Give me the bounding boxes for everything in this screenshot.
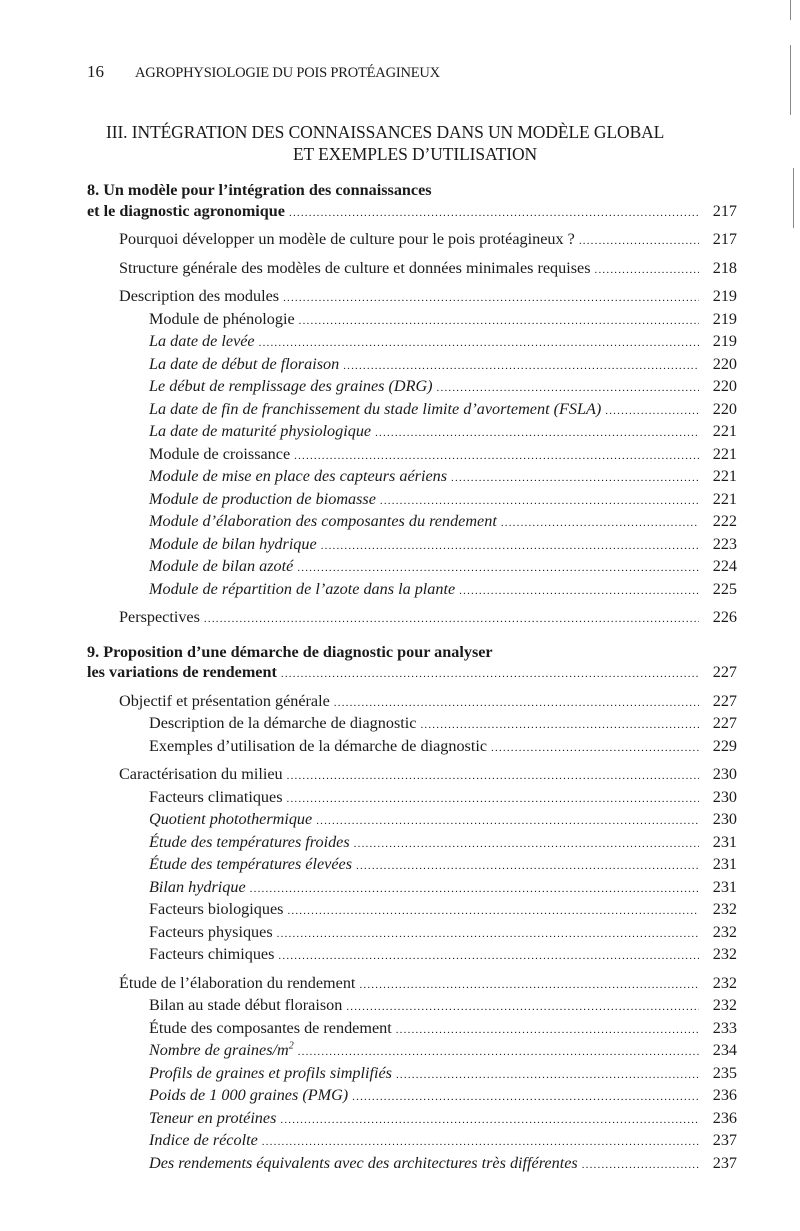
entry-label-text: Module de mise en place des capteurs aériens <box>149 467 448 485</box>
page-number: 16 <box>87 62 104 81</box>
dot-leader <box>352 1087 699 1108</box>
entry-label <box>149 922 273 943</box>
dot-leader <box>278 946 699 967</box>
entry-label-text: La date de fin de franchissement du stade limite d’avortement (FSLA) <box>149 399 602 418</box>
toc-section-entry[interactable] <box>87 973 737 996</box>
toc-subsection-entry[interactable] <box>87 444 737 467</box>
dot-leader <box>579 231 699 252</box>
entry-label <box>149 713 416 734</box>
page-ref: 220 <box>712 399 737 418</box>
toc-subsection-entry[interactable] <box>87 331 737 354</box>
dot-leader <box>297 558 699 579</box>
toc-subsection-entry[interactable] <box>87 922 737 945</box>
entry-label-text: Profils de graines et profils simplifiés <box>149 1063 392 1082</box>
entry-label <box>149 1130 258 1151</box>
toc-subsection-entry[interactable] <box>87 854 737 877</box>
page-ref: 230 <box>712 787 737 806</box>
entry-label-text: Description de la démarche de diagnostic <box>149 714 417 732</box>
page-ref: 217 <box>712 201 737 220</box>
toc-subsection-entry[interactable] <box>87 399 737 422</box>
page-ref: 231 <box>712 877 737 896</box>
page-ref: 221 <box>712 422 737 440</box>
toc-section-entry[interactable] <box>87 607 737 630</box>
toc-subsection-entry[interactable] <box>87 1153 737 1176</box>
page-ref: 237 <box>712 1153 737 1172</box>
entry-label <box>149 995 342 1016</box>
toc-subsection-entry[interactable] <box>87 354 737 377</box>
entry-label-text: La date de début de floraison <box>149 354 340 373</box>
toc-chapter-entry[interactable] <box>87 201 737 224</box>
dot-leader <box>287 901 699 922</box>
dot-leader <box>356 856 699 877</box>
dot-leader <box>280 1110 699 1131</box>
entry-label-text: Module de croissance <box>149 444 291 463</box>
dot-leader <box>491 738 699 759</box>
dot-leader <box>287 789 699 810</box>
page-ref: 236 <box>712 1108 737 1127</box>
entry-label-text: Nombre de graines/m <box>149 1041 289 1059</box>
toc-subsection-entry[interactable] <box>87 787 737 810</box>
toc-subsection-entry[interactable] <box>87 466 737 489</box>
chapter-heading <box>87 642 737 685</box>
page-ref: 227 <box>712 714 737 732</box>
entry-label <box>119 764 283 785</box>
toc-subsection-entry[interactable] <box>87 1085 737 1108</box>
entry-label-text: Module de bilan hydrique <box>149 534 317 553</box>
page-ref: 223 <box>712 534 737 553</box>
entry-label-text: Module de répartition de l’azote dans la plante <box>149 579 456 598</box>
chapter-heading <box>87 180 737 223</box>
dot-leader <box>294 446 699 467</box>
page-ref: 227 <box>712 691 737 710</box>
entry-label <box>149 1040 294 1061</box>
toc-subsection-entry[interactable] <box>87 736 737 759</box>
dot-leader <box>287 766 699 787</box>
toc-subsection-entry[interactable] <box>87 995 737 1018</box>
entry-label-text: Objectif et présentation générale <box>119 691 330 710</box>
dot-leader <box>359 975 699 996</box>
dot-leader <box>281 664 699 685</box>
entry-label-text: Perspectives <box>119 608 200 626</box>
entry-label-text: Poids de 1 000 graines (PMG) <box>149 1086 349 1104</box>
entry-label-text: Facteurs biologiques <box>149 900 284 918</box>
part-title-line1: III. INTÉGRATION DES CONNAISSANCES DANS UN MODÈLE GLOBAL <box>106 122 665 142</box>
dot-leader <box>501 513 699 534</box>
page-ref: 219 <box>712 309 737 328</box>
entry-label-text: Pourquoi développer un modèle de culture pour le pois protéagineux ? <box>119 230 575 248</box>
entry-label-text: Module d’élaboration des composantes du rendement <box>149 512 497 530</box>
entry-label-text: Facteurs climatiques <box>149 787 283 806</box>
toc-subsection-entry[interactable] <box>87 832 737 855</box>
page-ref: 226 <box>712 608 737 626</box>
toc-subsection-entry[interactable] <box>87 713 737 736</box>
page-ref: 224 <box>712 557 737 575</box>
dot-leader <box>259 333 699 354</box>
entry-label-text: Des rendements équivalents avec des architectures très différentes <box>149 1153 578 1172</box>
dot-leader <box>459 581 699 602</box>
dot-leader <box>250 879 699 900</box>
entry-label <box>149 309 295 330</box>
page-ref: 231 <box>712 832 737 851</box>
entry-label <box>149 556 293 577</box>
dot-leader <box>375 423 699 444</box>
entry-label <box>149 1108 276 1129</box>
dot-leader <box>289 203 699 224</box>
dot-leader <box>277 924 699 945</box>
toc-subsection-entry[interactable] <box>87 489 737 512</box>
page-ref: 232 <box>712 900 737 918</box>
entry-label-text: Exemples d’utilisation de la démarche de diagnostic <box>149 736 488 755</box>
part-title <box>100 121 730 165</box>
dot-leader <box>262 1132 699 1153</box>
chapter-title-line2: et le diagnostic agronomique <box>87 201 285 220</box>
superscript: 2 <box>288 1040 294 1052</box>
entry-label <box>149 854 352 875</box>
entry-label-text: Le début de remplissage des graines (DRG) <box>149 377 433 395</box>
toc-subsection-entry[interactable] <box>87 1130 737 1153</box>
page-ref: 220 <box>712 377 737 395</box>
page-ref: 232 <box>712 945 737 963</box>
entry-label <box>119 286 279 307</box>
entry-label-text: Étude des températures élevées <box>149 855 353 873</box>
toc-subsection-entry[interactable] <box>87 944 737 967</box>
part-title-line2: ET EXEMPLES D’UTILISATION <box>292 144 538 164</box>
entry-label-text: Structure générale des modèles de culture et données minimales requises <box>119 258 591 277</box>
entry-label <box>149 534 317 555</box>
toc-subsection-entry[interactable] <box>87 877 737 900</box>
dot-leader <box>316 811 699 832</box>
entry-label-text: Facteurs physiques <box>149 922 273 941</box>
toc-section-entry[interactable] <box>87 258 737 281</box>
entry-label <box>149 399 601 420</box>
entry-label <box>149 489 376 510</box>
entry-label <box>149 331 255 352</box>
entry-label-text: Quotient photothermique <box>149 810 313 828</box>
toc-subsection-entry[interactable] <box>87 556 737 579</box>
table-of-contents <box>87 180 737 1175</box>
chapter-title-line1: 9. Proposition d’une démarche de diagnostic pour analyser <box>87 642 493 661</box>
page-ref: 231 <box>712 855 737 873</box>
entry-label <box>149 1063 392 1084</box>
dot-leader <box>299 311 699 332</box>
page-ref: 236 <box>712 1086 737 1104</box>
toc-section-entry[interactable] <box>87 286 737 309</box>
entry-label-text: Indice de récolte <box>149 1131 258 1149</box>
toc-subsection-entry[interactable] <box>87 579 737 602</box>
entry-label-text: Bilan au stade début floraison <box>149 996 343 1014</box>
entry-label-text: La date de maturité physiologique <box>149 422 372 440</box>
page-ref: 218 <box>712 258 737 277</box>
entry-label <box>149 809 312 830</box>
dot-leader <box>204 609 699 630</box>
entry-label <box>149 354 339 375</box>
entry-label <box>149 736 487 757</box>
entry-label <box>149 1085 348 1106</box>
toc-subsection-entry[interactable] <box>87 309 737 332</box>
dot-leader <box>380 491 699 512</box>
entry-label <box>149 832 350 853</box>
dot-leader <box>595 260 699 281</box>
dot-leader <box>451 468 699 489</box>
dot-leader <box>420 715 699 736</box>
toc-section-entry[interactable] <box>87 229 737 252</box>
toc-subsection-entry[interactable] <box>87 1063 737 1086</box>
dot-leader <box>298 1042 699 1063</box>
page-ref: 233 <box>712 1018 737 1037</box>
page-ref: 219 <box>712 332 737 350</box>
entry-label <box>119 607 200 628</box>
page-ref: 237 <box>712 1131 737 1149</box>
chapter-title-line2: les variations de rendement <box>87 663 277 681</box>
entry-label-text: Module de bilan azoté <box>149 557 294 575</box>
running-title: AGROPHYSIOLOGIE DU POIS PROTÉAGINEUX <box>135 65 440 81</box>
chapter-title-line1: 8. Un modèle pour l’intégration des connaissances <box>87 181 432 199</box>
page-ref: 217 <box>712 230 737 248</box>
page-ref: 235 <box>712 1063 737 1082</box>
entry-label-text: Étude des températures froides <box>149 832 350 851</box>
page-ref: 220 <box>712 354 737 373</box>
page-ref: 232 <box>712 922 737 941</box>
dot-leader <box>283 288 699 309</box>
page-ref: 222 <box>712 512 737 530</box>
scan-edge-mark <box>790 0 791 20</box>
entry-label <box>119 973 355 994</box>
entry-label <box>119 229 575 250</box>
entry-label-text: Étude des composantes de rendement <box>149 1018 392 1037</box>
toc-section-entry[interactable] <box>87 691 737 714</box>
entry-label-text: Teneur en protéines <box>149 1108 277 1127</box>
toc-subsection-entry[interactable] <box>87 1040 737 1063</box>
entry-label-text: Bilan hydrique <box>149 877 246 896</box>
dot-leader <box>343 356 699 377</box>
toc-subsection-entry[interactable] <box>87 1108 737 1131</box>
scan-edge-mark <box>790 45 791 115</box>
entry-label-text: La date de levée <box>149 332 255 350</box>
dot-leader <box>605 401 699 422</box>
entry-label-text: Description des modules <box>119 287 280 305</box>
entry-label-text: Facteurs chimiques <box>149 945 275 963</box>
entry-label <box>149 899 283 920</box>
entry-label <box>149 376 433 397</box>
entry-label-text: Caractérisation du milieu <box>119 765 283 783</box>
toc-subsection-entry[interactable] <box>87 534 737 557</box>
page-ref: 234 <box>712 1041 737 1059</box>
dot-leader <box>321 536 699 557</box>
toc-chapter-entry[interactable] <box>87 662 737 685</box>
entry-label-text: Module de phénologie <box>149 309 295 328</box>
entry-label <box>149 579 455 600</box>
dot-leader <box>354 834 699 855</box>
page-ref: 221 <box>712 444 737 463</box>
page-ref: 219 <box>712 287 737 305</box>
entry-label-text: Module de production de biomasse <box>149 489 376 508</box>
page-ref: 232 <box>712 973 737 992</box>
toc-section-entry[interactable] <box>87 764 737 787</box>
entry-label <box>149 444 290 465</box>
entry-label-text: Étude de l’élaboration du rendement <box>119 973 356 992</box>
entry-label <box>149 421 371 442</box>
toc-subsection-entry[interactable] <box>87 376 737 399</box>
dot-leader <box>396 1065 699 1086</box>
dot-leader <box>334 693 699 714</box>
toc-subsection-entry[interactable] <box>87 809 737 832</box>
entry-label <box>149 1018 392 1039</box>
running-head <box>87 62 440 82</box>
toc-subsection-entry[interactable] <box>87 1018 737 1041</box>
entry-label <box>149 787 283 808</box>
page-ref: 230 <box>712 765 737 783</box>
page-ref: 225 <box>712 579 737 598</box>
entry-label <box>119 258 591 279</box>
entry-label <box>149 877 246 898</box>
dot-leader <box>346 997 699 1018</box>
dot-leader <box>396 1020 699 1041</box>
scan-edge-mark <box>793 168 794 228</box>
page-ref: 221 <box>712 467 737 485</box>
entry-label <box>149 511 497 532</box>
toc-subsection-entry[interactable] <box>87 899 737 922</box>
entry-label <box>149 944 274 965</box>
entry-label <box>149 1153 578 1174</box>
toc-subsection-entry[interactable] <box>87 511 737 534</box>
page-ref: 232 <box>712 996 737 1014</box>
page-ref: 227 <box>712 663 737 681</box>
entry-label <box>149 466 447 487</box>
page-ref: 230 <box>712 810 737 828</box>
entry-label <box>119 691 330 712</box>
dot-leader <box>582 1155 699 1176</box>
page-ref: 221 <box>712 489 737 508</box>
page-ref: 229 <box>712 736 737 755</box>
toc-subsection-entry[interactable] <box>87 421 737 444</box>
dot-leader <box>437 378 699 399</box>
